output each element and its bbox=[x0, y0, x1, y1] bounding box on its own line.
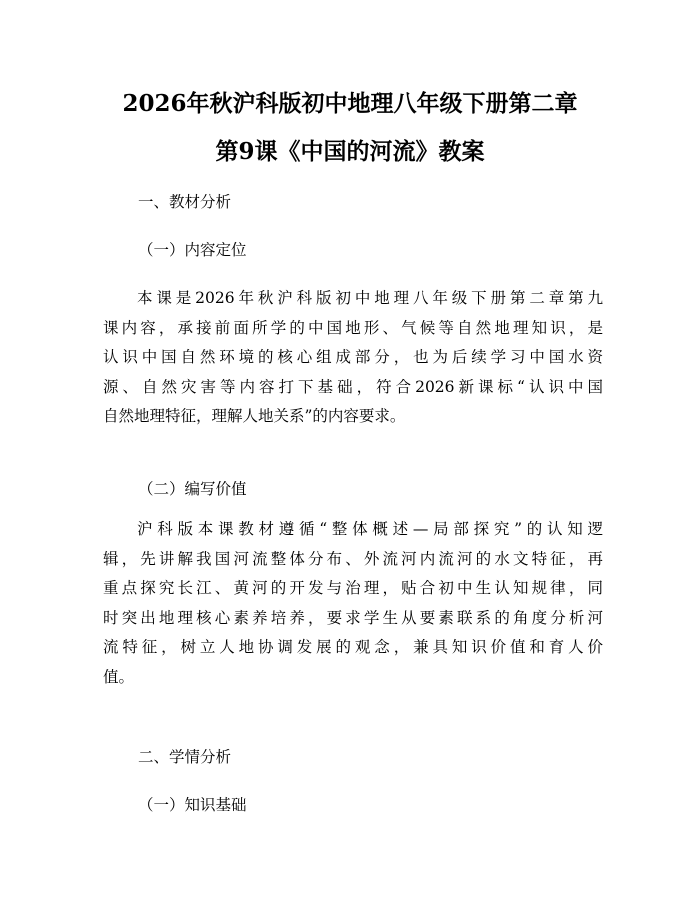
paragraph-line: 认识中国自然环境的核心组成部分，也为后续学习中国水资 bbox=[103, 348, 603, 366]
document-title-line-2: 第9课《中国的河流》教案 bbox=[215, 138, 485, 165]
paragraph-line: 时突出地理核心素养培养，要求学生从要素联系的角度分析河 bbox=[103, 608, 603, 627]
section-heading-textbook-analysis: 一、教材分析 bbox=[138, 193, 232, 211]
paragraph-line: 值。 bbox=[103, 667, 135, 686]
paragraph-line: 源、自然灾害等内容打下基础，符合2026新课标“认识中国 bbox=[103, 377, 603, 396]
subsection-heading-content-positioning: （一）内容定位 bbox=[138, 241, 247, 259]
paragraph-content-positioning bbox=[103, 284, 603, 432]
document-title-line-1: 2026年秋沪科版初中地理八年级下册第二章 bbox=[122, 90, 578, 117]
subsection-heading-knowledge-base: （一）知识基础 bbox=[138, 796, 247, 814]
paragraph-line: 沪科版本课教材遵循“整体概述—局部探究”的认知逻 bbox=[137, 520, 603, 538]
paragraph-line: 自然地理特征，理解人地关系”的内容要求。 bbox=[103, 407, 406, 425]
paragraph-writing-value bbox=[103, 515, 603, 692]
paragraph-line: 重点探究长江、黄河的开发与治理，贴合初中生认知规律，同 bbox=[103, 579, 603, 597]
paragraph-line: 课内容，承接前面所学的中国地形、气候等自然地理知识，是 bbox=[103, 318, 603, 337]
paragraph-line: 本课是2026年秋沪科版初中地理八年级下册第二章第九 bbox=[137, 289, 603, 307]
section-heading-learner-analysis: 二、学情分析 bbox=[138, 748, 232, 766]
paragraph-line: 流特征，树立人地协调发展的观念，兼具知识价值和育人价 bbox=[103, 638, 603, 656]
subsection-heading-writing-value: （二）编写价值 bbox=[138, 480, 247, 498]
paragraph-line: 辑，先讲解我国河流整体分布、外流河内流河的水文特征，再 bbox=[103, 549, 603, 568]
